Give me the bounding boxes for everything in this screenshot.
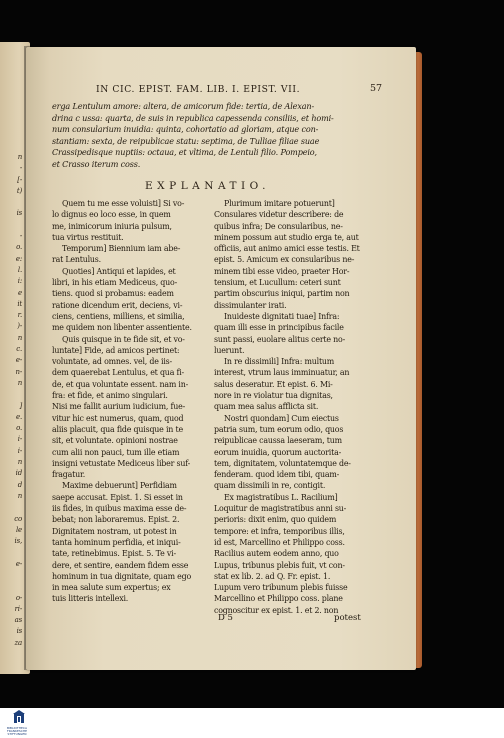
commentary-line: eorum inuidia, quorum auctorita-	[214, 447, 342, 457]
commentary-line: libri, in his etiam Mediceus, quo-	[52, 278, 178, 288]
commentary-line: quam dissimili in re, contigit.	[214, 481, 326, 491]
commentary-line: tempore: et infra, temporibus illis,	[214, 526, 345, 536]
commentary-line: Marcellino et Philippo coss. plane	[214, 594, 343, 604]
commentary-line: cum alii non pauci, tum ille etiam	[52, 447, 180, 457]
catchword: potest	[334, 613, 361, 623]
commentary-line: Quem tu me esse voluisti] Si vo-	[62, 199, 185, 208]
commentary-line: hominum in tua dignitate, quam ego	[52, 571, 192, 581]
commentary-line: Ex magistratibus L. Racilium]	[224, 492, 338, 502]
commentary-line: In re dissimili] Infra: multum	[224, 357, 335, 367]
commentary-line: tiens. quod si probamus: eadem	[52, 289, 174, 299]
commentary-line: tanta hominum perfidia, et iniqui-	[52, 537, 181, 547]
commentary-line: Maxime debuerunt] Perfidiam	[62, 481, 177, 491]
commentary-line: Plurimum imitare potuerunt]	[224, 199, 335, 208]
commentary-column-left	[52, 198, 202, 605]
commentary-line: quibus infra; De consularibus, ne-	[214, 221, 343, 231]
commentary-line: Lupus, tribunus plebis fuit, vt con-	[214, 560, 345, 570]
commentary-line: luntate] Fide, ad amicos pertinet:	[52, 345, 180, 355]
commentary-line: salus deseratur. Et epist. 6. Mi-	[214, 379, 333, 389]
commentary-line: sunt passi, euolare alitus certe no-	[214, 334, 346, 344]
commentary-line: quam illi esse in principibus facile	[214, 323, 344, 333]
running-head: IN CIC. EPIST. FAM. LIB. I. EPIST. VII.	[96, 84, 301, 95]
commentary-line: dissimulanter irati.	[214, 300, 287, 310]
commentary-line: minem tibi esse video, praeter Hor-	[214, 266, 350, 276]
commentary-line: interest, vtrum laus imminuatur, an	[214, 368, 350, 378]
commentary-line: Quis quisque in te fide sit, et vo-	[62, 334, 185, 344]
commentary-line: rat Lentulus.	[52, 255, 101, 265]
commentary-line: voluntate, ad omnes. vel, de iis-	[52, 357, 173, 367]
commentary-line: Loquitur de magistratibus anni su-	[214, 504, 347, 514]
commentary-line: insigni vetustate Mediceus liber suf-	[52, 458, 191, 468]
commentary-line: partim obscurius iniqui, partim non	[214, 289, 350, 299]
commentary-line: id est, Marcellino et Philippo coss.	[214, 537, 345, 547]
brand-line: STIFTUNGEN	[7, 732, 27, 737]
commentary-line: ciens, centiens, milliens, et similia,	[52, 311, 185, 321]
commentary-line: in mea salute sum expertus; ex	[52, 583, 171, 593]
commentary-line: tuis litteris intellexi.	[52, 594, 129, 604]
commentary-line: epist. 5. Amicum ex consularibus ne-	[214, 255, 355, 265]
commentary-line: saepe accusat. Epist. 1. Si esset in	[52, 492, 183, 502]
commentary-line: aliis placuit, qua fide quisque in te	[52, 424, 183, 434]
commentary-line: sit, et voluntate. opinioni nostrae	[52, 436, 178, 446]
commentary-line: fenderam. quod idem tibi, quam-	[214, 470, 340, 480]
commentary-line: Nostri quondam] Cum eiectus	[224, 413, 339, 423]
section-heading: EXPLANATIO.	[145, 180, 270, 192]
commentary-line: officiis, aut animo amici esse testis. Et	[214, 244, 360, 254]
commentary-line: luerunt.	[214, 345, 245, 355]
argument-line: num consularium inuidia: quinta, cohortatio ad gloriam, atque con-	[52, 124, 319, 135]
signature-mark: D 5	[218, 613, 233, 623]
commentary-line: Nisi me fallit aurium iudicium, fue-	[52, 402, 186, 412]
commentary-line: patria sum, tum eorum odio, quos	[214, 424, 344, 434]
commentary-line: minem possum aut studio erga te, aut	[214, 232, 359, 242]
argument-line: et Crasso iterum coss.	[52, 158, 141, 169]
commentary-line: bebat; non laboraremus. Epist. 2.	[52, 515, 180, 525]
commentary-line: de, et qua voluntate essent. nam in-	[52, 379, 189, 389]
commentary-line: fra: et fide, et animo singulari.	[52, 391, 168, 401]
argument-line: Crassipedisque nuptiis: octaua, et vltima, de Lentuli filio. Pompeio,	[52, 147, 317, 158]
commentary-line: nore in re violatur tua dignitas,	[214, 391, 333, 401]
commentary-line: Quoties] Antiqui et lapides, et	[62, 266, 176, 276]
brand-line: BIBLIOTHECA	[6, 726, 28, 730]
commentary-line: me, inimicorum iniuria pulsum,	[52, 221, 172, 231]
argument-paragraph	[52, 101, 362, 171]
commentary-line: Lupum vero tribunum plebis fuisse	[214, 583, 348, 593]
footer-bar	[0, 708, 504, 738]
commentary-line: dem quaerebat Lentulus, et qua fi-	[52, 368, 185, 378]
commentary-line: Racilius autem eodem anno, quo	[214, 549, 339, 559]
argument-line: stantiam: sexta, de reipublicae statu: septima, de Tulliae filiae suae	[52, 135, 320, 146]
commentary-line: quam mea salus afflicta sit.	[214, 402, 319, 412]
commentary-line: cognoscitur ex epist. 1. et 2. non	[214, 605, 339, 615]
argument-line: drina c ussa: quarta, de suis in republica capessenda consiliis, et homi-	[52, 112, 334, 123]
commentary-column-right	[214, 198, 364, 616]
page-number: 57	[370, 83, 383, 94]
commentary-line: vitur hic est numerus, quam, quod	[52, 413, 184, 423]
brand-line: FRANKESCHE	[7, 729, 27, 734]
commentary-line: tem, dignitatem, voluntatemque de-	[214, 458, 351, 468]
commentary-line: iis fides, in quibus maxima esse de-	[52, 504, 187, 514]
commentary-line: fragatur.	[52, 470, 86, 480]
argument-line: erga Lentulum amore: altera, de amicorum fide: tertia, de Alexan-	[52, 101, 315, 111]
commentary-line: lo dignus eo loco esse, in quem	[52, 210, 171, 220]
commentary-line: tua virtus restituit.	[52, 232, 124, 242]
commentary-line: perioris: dixit enim, quo quidem	[214, 515, 337, 525]
commentary-line: Consulares videtur describere: de	[214, 210, 344, 220]
commentary-line: tate, retinebimus. Epist. 5. Te vi-	[52, 549, 176, 559]
commentary-line: me quidem non libenter assentiente.	[52, 323, 192, 333]
library-brand-label	[0, 727, 34, 737]
commentary-line: stat ex lib. 2. ad Q. Fr. epist. 1.	[214, 571, 331, 581]
commentary-line: ratione dicendum erit, deciens, vi-	[52, 300, 183, 310]
commentary-line: Inuideste dignitati tuae] Infra:	[224, 311, 340, 321]
commentary-line: Dignitatem nostram, ut potest in	[52, 526, 177, 536]
left-page-text-fragments: n - [- t) is - o. e: l. i: e it r. )- n c. e- n- n ] e. o. i- i- n id d n co le is, e- o- ri- as is za	[14, 153, 22, 647]
commentary-line: Temporum] Biennium iam abe-	[62, 244, 181, 254]
commentary-line: dere, et sentire, eandem fidem esse	[52, 560, 189, 570]
commentary-line: tensium, et Lucullum: ceteri sunt	[214, 278, 341, 288]
commentary-line: reipublicae caussa laeseram, tum	[214, 436, 342, 446]
